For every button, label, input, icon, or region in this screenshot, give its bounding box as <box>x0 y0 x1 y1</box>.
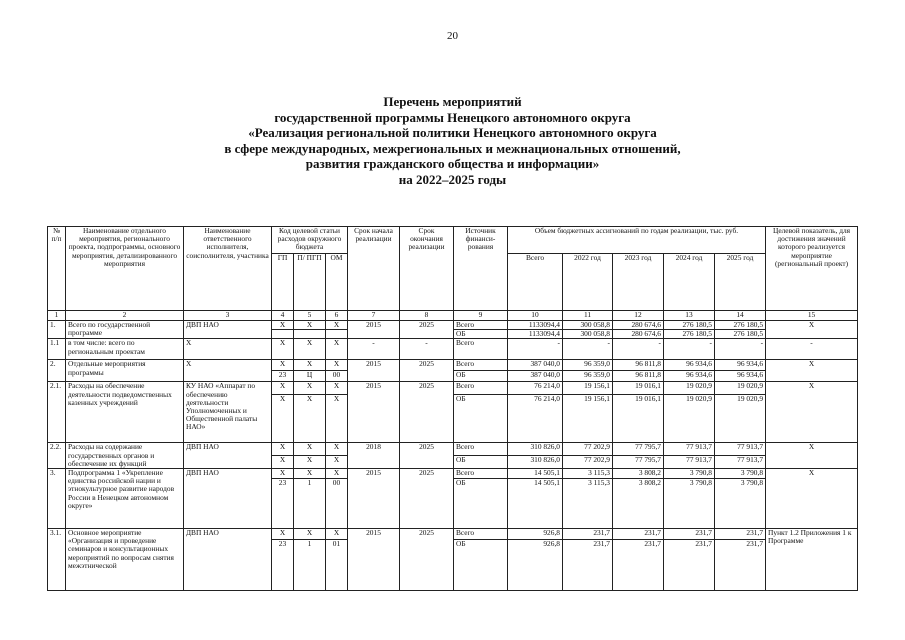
cell-2025: 19 020,9 <box>715 395 766 443</box>
table-row <box>48 443 858 456</box>
header-num: № п/п <box>48 227 66 311</box>
cell-end: 2025 <box>400 382 454 443</box>
header-2025: 2025 год <box>715 254 766 311</box>
document-title <box>150 94 755 187</box>
column-number: 5 <box>294 311 326 321</box>
cell-2022: 19 156,1 <box>563 382 613 395</box>
cell-source: Всего <box>454 382 508 395</box>
cell-2022: 231,7 <box>563 529 613 540</box>
cell-2024: 96 934,6 <box>664 360 715 371</box>
cell-source: ОБ <box>454 395 508 443</box>
column-number: 10 <box>508 311 563 321</box>
cell-num: 2.2. <box>48 443 66 469</box>
cell-om: Х <box>326 443 348 456</box>
cell-indicator: Х <box>766 382 858 443</box>
cell-2023: 96 811,8 <box>613 371 664 382</box>
cell-indicator: Х <box>766 360 858 382</box>
cell-2024: 96 934,6 <box>664 371 715 382</box>
table-body <box>48 321 858 591</box>
column-number: 8 <box>400 311 454 321</box>
cell-name: Всего по государственной программе <box>66 321 184 339</box>
cell-pgp: Ц <box>294 371 326 382</box>
cell-total: 76 214,0 <box>508 395 563 443</box>
cell-2022: 96 359,0 <box>563 360 613 371</box>
cell-total: 310 826,0 <box>508 443 563 456</box>
cell-om: 01 <box>326 540 348 591</box>
cell-2024: 19 020,9 <box>664 395 715 443</box>
column-number: 2 <box>66 311 184 321</box>
cell-2024: 3 790,8 <box>664 479 715 529</box>
cell-end: 2025 <box>400 360 454 382</box>
cell-source: ОБ <box>454 330 508 339</box>
cell-2025: 3 790,8 <box>715 469 766 479</box>
activities-table <box>47 226 858 591</box>
cell-total: 14 505,1 <box>508 469 563 479</box>
cell-num: 3.1. <box>48 529 66 591</box>
title-line: на 2022–2025 годы <box>398 171 507 187</box>
cell-2025: 276 180,5 <box>715 330 766 339</box>
cell-end: 2025 <box>400 321 454 339</box>
header-end: Срок окончания реализации <box>400 227 454 311</box>
cell-2022: 96 359,0 <box>563 371 613 382</box>
header-budget-code: Код целевой статьи расходов окружного бюджета <box>272 227 348 254</box>
cell-gp: 23 <box>272 540 294 591</box>
cell-om: 00 <box>326 371 348 382</box>
table-row <box>48 339 858 360</box>
cell-pgp: Х <box>294 456 326 469</box>
table-header <box>48 227 858 321</box>
cell-start: 2015 <box>348 321 400 339</box>
cell-om: Х <box>326 339 348 360</box>
cell-pgp <box>294 330 326 339</box>
cell-2025: 231,7 <box>715 540 766 591</box>
cell-2022: 3 115,3 <box>563 479 613 529</box>
header-start: Срок начала реализации <box>348 227 400 311</box>
cell-gp: Х <box>272 382 294 395</box>
cell-pgp: 1 <box>294 540 326 591</box>
cell-om: 00 <box>326 479 348 529</box>
cell-2024: 231,7 <box>664 540 715 591</box>
cell-source: ОБ <box>454 540 508 591</box>
cell-source: Всего <box>454 339 508 360</box>
cell-pgp: 1 <box>294 479 326 529</box>
cell-end: 2025 <box>400 443 454 469</box>
cell-2025: 96 934,6 <box>715 371 766 382</box>
cell-2023: 231,7 <box>613 529 664 540</box>
cell-indicator: Х <box>766 469 858 529</box>
cell-gp <box>272 330 294 339</box>
table-row <box>48 469 858 479</box>
cell-2023: 19 016,1 <box>613 395 664 443</box>
cell-source: Всего <box>454 321 508 330</box>
cell-total: 310 826,0 <box>508 456 563 469</box>
cell-name: Основное мероприятие «Организация и проведение семинаров и консультационных мероприятий по вопросам снятия межэтнической <box>66 529 184 591</box>
header-indicator: Целевой показатель, для достижения значений которого реализуется мероприятие (региональный проект) <box>766 227 858 311</box>
cell-2023: 77 795,7 <box>613 456 664 469</box>
cell-start: 2015 <box>348 382 400 443</box>
cell-gp: Х <box>272 469 294 479</box>
column-number: 9 <box>454 311 508 321</box>
cell-2024: 276 180,5 <box>664 321 715 330</box>
column-number: 1 <box>48 311 66 321</box>
cell-2025: 77 913,7 <box>715 456 766 469</box>
table-row <box>48 321 858 330</box>
cell-2024: 231,7 <box>664 529 715 540</box>
cell-start: - <box>348 339 400 360</box>
cell-num: 1. <box>48 321 66 339</box>
cell-om: Х <box>326 529 348 540</box>
cell-pgp: Х <box>294 360 326 371</box>
cell-end: - <box>400 339 454 360</box>
cell-om: Х <box>326 395 348 443</box>
cell-source: Всего <box>454 443 508 456</box>
cell-2023: 231,7 <box>613 540 664 591</box>
title-line: Перечень мероприятий <box>383 94 522 109</box>
header-2022: 2022 год <box>563 254 613 311</box>
cell-executor: ДВП НАО <box>184 443 272 469</box>
cell-2023: 3 808,2 <box>613 469 664 479</box>
cell-start: 2018 <box>348 443 400 469</box>
title-line: «Реализация региональной политики Ненецкого автономного округа <box>248 125 657 140</box>
cell-2022: 231,7 <box>563 540 613 591</box>
cell-om: Х <box>326 456 348 469</box>
cell-2025: 3 790,8 <box>715 479 766 529</box>
cell-pgp: Х <box>294 339 326 360</box>
column-number: 7 <box>348 311 400 321</box>
title-line: государственной программы Ненецкого автономного округа <box>274 109 631 125</box>
cell-2022: 300 058,8 <box>563 321 613 330</box>
cell-executor: ДВП НАО <box>184 321 272 339</box>
table-row <box>48 360 858 371</box>
cell-total: 1133094,4 <box>508 321 563 330</box>
column-number: 13 <box>664 311 715 321</box>
header-source: Источник финанси-рования <box>454 227 508 311</box>
cell-gp: Х <box>272 395 294 443</box>
cell-2025: 276 180,5 <box>715 321 766 330</box>
cell-total: 926,8 <box>508 529 563 540</box>
cell-2023: - <box>613 339 664 360</box>
cell-indicator: Х <box>766 443 858 469</box>
cell-indicator: - <box>766 339 858 360</box>
cell-om <box>326 330 348 339</box>
header-2024: 2024 год <box>664 254 715 311</box>
cell-2023: 280 674,6 <box>613 330 664 339</box>
cell-2024: 276 180,5 <box>664 330 715 339</box>
header-om: ОМ <box>326 254 348 311</box>
cell-gp: 23 <box>272 479 294 529</box>
column-number: 12 <box>613 311 664 321</box>
header-volume: Объем бюджетных ассигнований по годам реализации, тыс. руб. <box>508 227 766 254</box>
cell-2025: 96 934,6 <box>715 360 766 371</box>
cell-2022: 77 202,9 <box>563 456 613 469</box>
cell-num: 2. <box>48 360 66 382</box>
cell-executor: ДВП НАО <box>184 469 272 529</box>
cell-2025: 77 913,7 <box>715 443 766 456</box>
column-number: 14 <box>715 311 766 321</box>
cell-source: Всего <box>454 469 508 479</box>
header-total: Всего <box>508 254 563 311</box>
cell-name: Отдельные мероприятия программы <box>66 360 184 382</box>
column-number: 3 <box>184 311 272 321</box>
cell-total: 387 040,0 <box>508 360 563 371</box>
cell-gp: Х <box>272 443 294 456</box>
cell-om: Х <box>326 382 348 395</box>
cell-executor: ДВП НАО <box>184 529 272 591</box>
cell-pgp: Х <box>294 443 326 456</box>
cell-source: Всего <box>454 529 508 540</box>
cell-num: 1.1 <box>48 339 66 360</box>
cell-indicator: Пункт 1.2 Приложения 1 к Программе <box>766 529 858 591</box>
cell-total: 1133094,4 <box>508 330 563 339</box>
cell-2022: 300 058,8 <box>563 330 613 339</box>
cell-start: 2015 <box>348 360 400 382</box>
cell-2023: 280 674,6 <box>613 321 664 330</box>
cell-total: 76 214,0 <box>508 382 563 395</box>
cell-total: 387 040,0 <box>508 371 563 382</box>
cell-2025: - <box>715 339 766 360</box>
cell-executor: Х <box>184 339 272 360</box>
table-row <box>48 529 858 540</box>
cell-gp: Х <box>272 321 294 330</box>
cell-2023: 77 795,7 <box>613 443 664 456</box>
cell-2024: 77 913,7 <box>664 443 715 456</box>
cell-2023: 96 811,8 <box>613 360 664 371</box>
cell-source: ОБ <box>454 456 508 469</box>
cell-gp: Х <box>272 360 294 371</box>
cell-source: ОБ <box>454 479 508 529</box>
cell-total: 926,8 <box>508 540 563 591</box>
cell-executor: Х <box>184 360 272 382</box>
cell-name: Подпрограмма 1 «Укрепление единства российской нации и этнокультурное развитие народов России в Ненецком автономном округе» <box>66 469 184 529</box>
cell-2024: 19 020,9 <box>664 382 715 395</box>
table-row <box>48 382 858 395</box>
column-number: 11 <box>563 311 613 321</box>
cell-start: 2015 <box>348 469 400 529</box>
header-executor: Наименование ответственного исполнителя, соисполнителя, участника <box>184 227 272 311</box>
title-line: в сфере международных, межрегиональных и межнациональных отношений, <box>224 140 681 156</box>
page-number: 20 <box>447 30 458 42</box>
cell-name: Расходы на содержание государственных органов и обеспечение их функций <box>66 443 184 469</box>
column-number: 6 <box>326 311 348 321</box>
cell-source: ОБ <box>454 371 508 382</box>
cell-num: 3. <box>48 469 66 529</box>
cell-2023: 19 016,1 <box>613 382 664 395</box>
cell-2024: - <box>664 339 715 360</box>
column-number: 15 <box>766 311 858 321</box>
cell-num: 2.1. <box>48 382 66 443</box>
cell-gp: Х <box>272 529 294 540</box>
header-2023: 2023 год <box>613 254 664 311</box>
cell-pgp: Х <box>294 395 326 443</box>
cell-start: 2015 <box>348 529 400 591</box>
cell-end: 2025 <box>400 469 454 529</box>
title-line: развития гражданского общества и информации» <box>305 156 600 171</box>
column-numbers-row <box>48 311 858 321</box>
cell-2025: 231,7 <box>715 529 766 540</box>
cell-pgp: Х <box>294 321 326 330</box>
cell-om: Х <box>326 360 348 371</box>
cell-2022: 77 202,9 <box>563 443 613 456</box>
cell-gp: 23 <box>272 371 294 382</box>
cell-name: в том числе: всего по региональным проектам <box>66 339 184 360</box>
header-name: Наименование отдельного мероприятия, регионального проекта, подпрограммы, основного мероприятия, детализированного мероприятия <box>66 227 184 311</box>
cell-om: Х <box>326 469 348 479</box>
cell-name: Расходы на обеспечение деятельности подведомственных казенных учреждений <box>66 382 184 443</box>
cell-om: Х <box>326 321 348 330</box>
cell-end: 2025 <box>400 529 454 591</box>
header-pgp: П/ ПГП <box>294 254 326 311</box>
cell-total: 14 505,1 <box>508 479 563 529</box>
cell-gp: Х <box>272 339 294 360</box>
cell-source: Всего <box>454 360 508 371</box>
cell-pgp: Х <box>294 382 326 395</box>
cell-2022: - <box>563 339 613 360</box>
header-gp: ГП <box>272 254 294 311</box>
cell-indicator: Х <box>766 321 858 339</box>
cell-executor: КУ НАО «Аппарат по обеспечению деятельности Уполномоченных и Общественной палаты НАО» <box>184 382 272 443</box>
cell-2023: 3 808,2 <box>613 479 664 529</box>
cell-gp: Х <box>272 456 294 469</box>
cell-pgp: Х <box>294 469 326 479</box>
cell-2022: 19 156,1 <box>563 395 613 443</box>
cell-total: - <box>508 339 563 360</box>
cell-2022: 3 115,3 <box>563 469 613 479</box>
cell-2024: 3 790,8 <box>664 469 715 479</box>
cell-pgp: Х <box>294 529 326 540</box>
cell-2025: 19 020,9 <box>715 382 766 395</box>
column-number: 4 <box>272 311 294 321</box>
cell-2024: 77 913,7 <box>664 456 715 469</box>
